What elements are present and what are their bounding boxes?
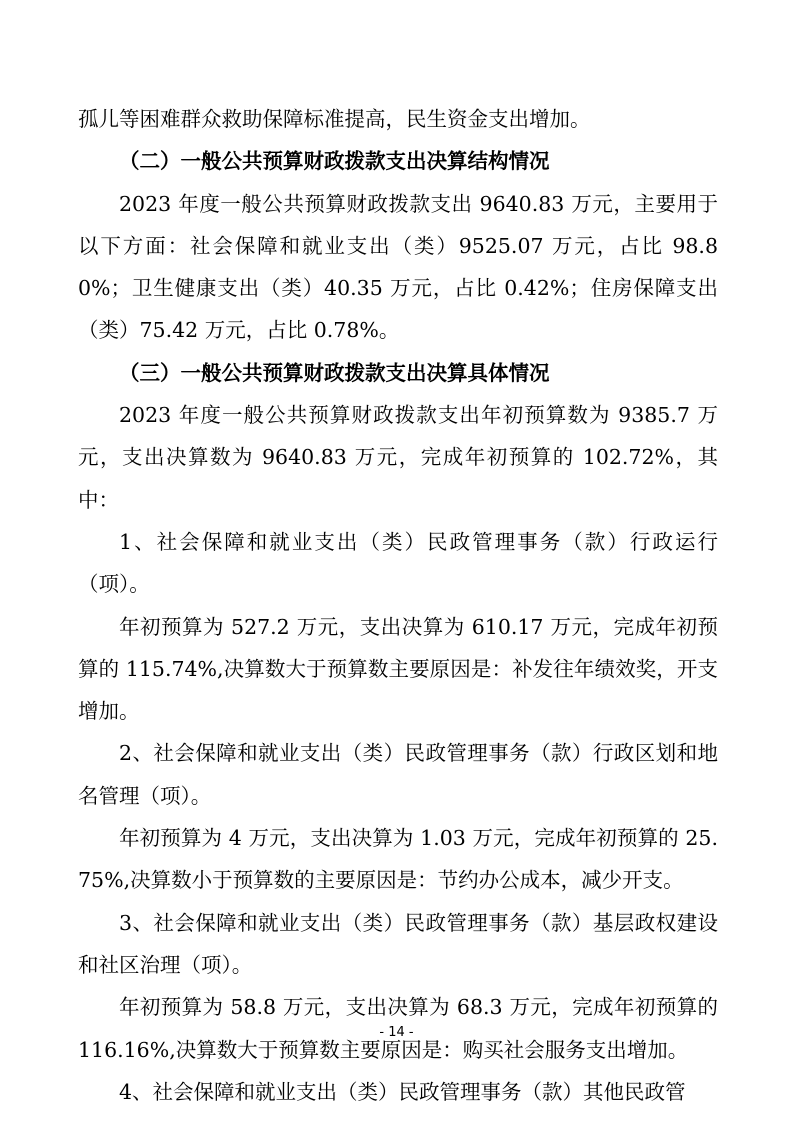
page-number: - 14 - — [379, 1025, 414, 1040]
paragraph-continuation: 孤儿等困难群众救助保障标准提高，民生资金支出增加。 — [78, 107, 591, 131]
section-heading-3: （三）一般公共预算财政拨款支出决算具体情况 — [119, 360, 550, 385]
paragraph-item-3-detail: 年初预算为 58.8 万元，支出决算为 68.3 万元，完成年初预算的 116.16%,决算数大于预算数主要原因是：购买社会服务支出增加。 — [78, 995, 718, 1062]
paragraph-budget-overview: 2023 年度一般公共预算财政拨款支出年初预算数为 9385.7 万元，支出决算数为 9640.83 万元，完成年初预算的 102.72%，其中： — [78, 403, 718, 512]
paragraph-item-3-title: 3、社会保障和就业支出（类）民政管理事务（款）基层政权建设和社区治理（项）。 — [78, 910, 718, 977]
paragraph-item-2-title: 2、社会保障和就业支出（类）民政管理事务（款）行政区划和地名管理（项）。 — [78, 741, 718, 808]
section-heading-2: （二）一般公共预算财政拨款支出决算结构情况 — [119, 149, 550, 174]
paragraph-structure-summary: 2023 年度一般公共预算财政拨款支出 9640.83 万元，主要用于以下方面：社会保障和就业支出（类）9525.07 万元，占比 98.80%；卫生健康支出（类）40.35 万元，占比 0.42%；住房保障支出（类）75.42 万元，占比 0.78%。 — [78, 191, 718, 343]
paragraph-item-1-title: 1、社会保障和就业支出（类）民政管理事务（款）行政运行（项）。 — [78, 529, 718, 597]
document-body — [78, 98, 718, 1113]
paragraph-item-4-title: 4、社会保障和就业支出（类）民政管理事务（款）其他民政管 — [119, 1079, 686, 1104]
paragraph-item-1-detail: 年初预算为 527.2 万元，支出决算为 610.17 万元，完成年初预算的 115.74%,决算数大于预算数主要原因是：补发往年绩效奖，开支增加。 — [78, 614, 718, 724]
paragraph-item-2-detail: 年初预算为 4 万元，支出决算为 1.03 万元，完成年初预算的 25.75%,决算数小于预算数的主要原因是：节约办公成本，减少开支。 — [78, 826, 718, 893]
